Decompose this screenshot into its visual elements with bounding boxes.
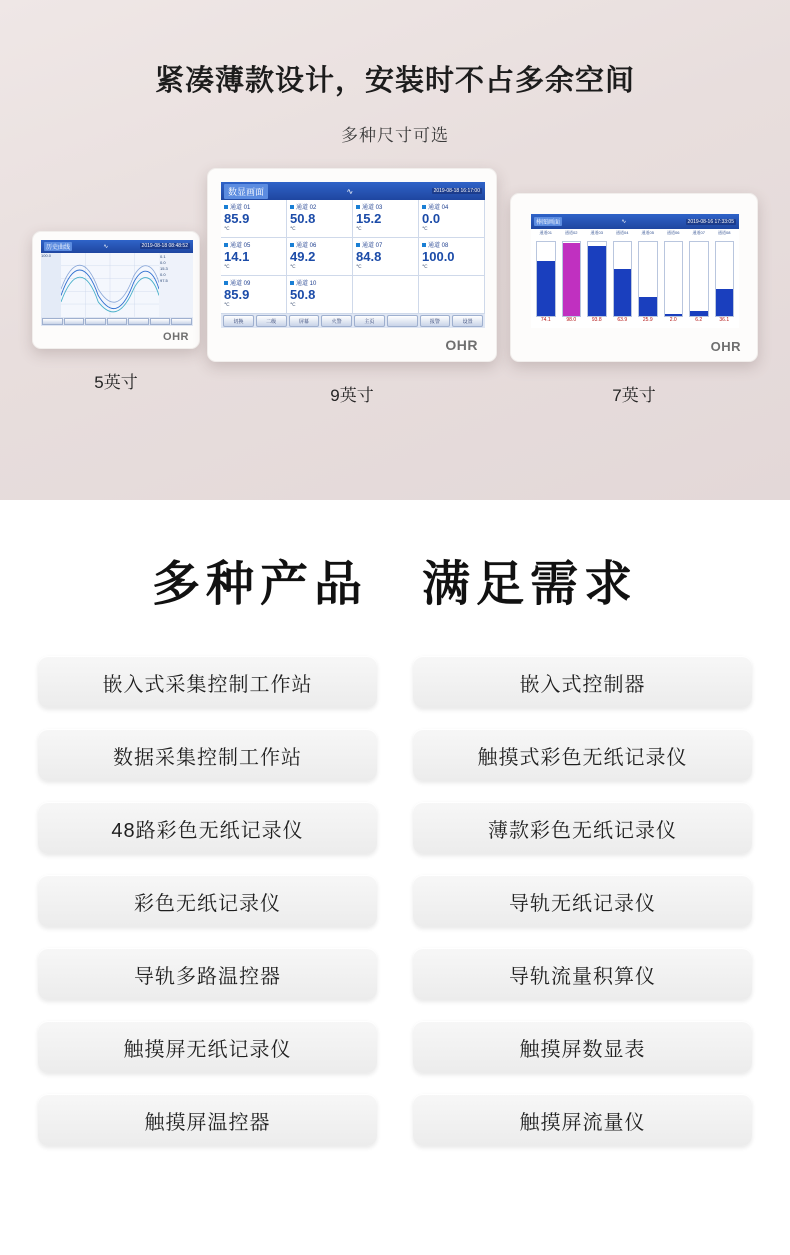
screen-9-inch [221,182,485,328]
channel-unit: ℃ [422,226,428,232]
channel-cell [287,200,353,238]
channel-name: 通道 02 [296,205,317,211]
screen5-button[interactable] [42,318,63,325]
product-item[interactable]: 48路彩色无纸记录仪 [38,802,377,854]
screen9-button[interactable]: 主页 [354,315,385,327]
product-item[interactable]: 触摸屏数显表 [413,1021,752,1073]
screen7-bars [536,232,734,317]
product-item[interactable]: 触摸屏温控器 [38,1094,377,1146]
wave-icon: ∿ [103,243,109,250]
screen9-button[interactable]: 切换 [223,315,254,327]
wave-icon: ∿ [621,219,627,225]
channel-unit: ℃ [422,264,428,270]
screen5-trend-plot [61,253,159,317]
screen5-title: 历史曲线 [44,242,72,251]
screen5-button-bar[interactable] [41,317,193,326]
product-column-right [413,656,752,1146]
channel-value: 85.9 [224,211,250,226]
channel-name: 通道 05 [230,243,251,249]
channel-unit: ℃ [356,264,362,270]
section-heading: 多种产品 满足需求 [151,558,638,611]
channel-value: 50.8 [290,287,316,302]
screen-5-inch [41,240,193,326]
caption-9-inch: 9英寸 [330,386,374,405]
product-section [0,500,790,1146]
screen9-clock: 2019-08-18 16:17:00 [433,188,480,194]
caption-5-inch: 5英寸 [94,373,138,392]
channel-name: 通道 08 [428,243,449,249]
channel-value: 49.2 [290,249,316,264]
screen5-titlebar [41,240,193,253]
channel-cell [353,200,419,238]
channel-value: 0.0 [422,211,441,226]
screen5-clock: 2019-08-18 08:48:52 [141,243,188,250]
device-lineup [0,168,790,418]
channel-dot-icon [224,281,228,285]
product-item[interactable]: 彩色无纸记录仪 [38,875,377,927]
screen5-button[interactable] [128,318,149,325]
wave-icon: ∿ [346,186,354,196]
channel-value: 85.9 [224,287,250,302]
channel-unit: ℃ [224,302,230,308]
channel-name: 通道 10 [296,281,317,287]
brand-logo: OHR [445,337,478,353]
product-item[interactable]: 导轨无纸记录仪 [413,875,752,927]
screen5-button[interactable] [107,318,128,325]
banner-subtitle: 多种尺寸可选 [341,126,449,145]
channel-cell [419,200,485,238]
bar-item [587,241,607,317]
channel-dot-icon [224,243,228,247]
channel-unit: ℃ [290,302,296,308]
screen9-button[interactable]: 报警 [420,315,451,327]
screen5-value: 0.0 [160,259,166,265]
screen7-bar-chart [531,229,739,317]
bar-item [536,241,556,317]
channel-cell [221,200,287,238]
product-item[interactable]: 数据采集控制工作站 [38,729,377,781]
screen5-body [41,253,193,317]
channel-value: 15.2 [356,211,382,226]
channel-dot-icon [422,205,426,209]
brand-logo: OHR [710,339,741,354]
channel-cell [221,276,287,314]
channel-dot-icon [290,243,294,247]
screen5-button[interactable] [64,318,85,325]
channel-name: 通道 03 [362,205,383,211]
screen5-value: 97.5 [160,277,168,283]
channel-value: 84.8 [356,249,382,264]
channel-unit: ℃ [290,264,296,270]
channel-name: 通道 09 [230,281,251,287]
screen9-title: 数显画面 [224,184,268,199]
bar-label: 通道06 [667,230,680,235]
product-item[interactable]: 触摸屏无纸记录仪 [38,1021,377,1073]
bar-value: 98.0 [566,317,577,323]
screen5-value: 0.1 [160,253,166,259]
channel-cell [287,238,353,276]
product-item[interactable]: 薄款彩色无纸记录仪 [413,802,752,854]
channel-value: 50.8 [290,211,316,226]
product-item[interactable]: 嵌入式采集控制工作站 [38,656,377,708]
channel-dot-icon [224,205,228,209]
product-item[interactable]: 导轨多路温控器 [38,948,377,1000]
brand-logo: OHR [163,331,189,343]
screen9-channel-grid [221,200,485,314]
channel-name: 通道 01 [230,205,251,211]
bar-item [613,241,633,317]
bar-label: 通道08 [718,230,731,235]
device-7-inch [510,193,758,362]
product-item[interactable]: 嵌入式控制器 [413,656,752,708]
bar-label: 通道07 [692,230,705,235]
channel-dot-icon [422,243,426,247]
channel-cell [353,238,419,276]
screen5-left-axis: 100.0 [41,253,61,317]
channel-unit: ℃ [290,226,296,232]
channel-dot-icon [356,243,360,247]
channel-dot-icon [356,205,360,209]
bar-label: 通道05 [641,230,654,235]
screen9-button[interactable] [387,315,418,327]
screen9-button[interactable]: 二级 [256,315,287,327]
screen7-clock: 2019-08-16 17:33:05 [687,218,734,225]
screen5-button[interactable] [85,318,106,325]
channel-dot-icon [290,281,294,285]
bar-label: 通道02 [565,230,578,235]
screen5-value-list [159,253,193,317]
channel-unit: ℃ [356,226,362,232]
device-9-inch [207,168,497,362]
product-item[interactable]: 触摸式彩色无纸记录仪 [413,729,752,781]
screen9-button-bar[interactable] [221,314,485,328]
channel-cell [287,276,353,314]
channel-cell [419,238,485,276]
bar-label: 通道01 [539,230,552,235]
banner-title: 紧凑薄款设计，安装时不占多余空间 [154,65,635,97]
screen9-button[interactable]: 火警 [321,315,352,327]
channel-dot-icon [290,205,294,209]
caption-7-inch: 7英寸 [612,386,656,405]
screen-7-inch [531,214,739,328]
screen9-button[interactable]: 屏幕 [289,315,320,327]
bar-label: 通道03 [590,230,603,235]
screen5-button[interactable] [150,318,171,325]
screen9-titlebar [221,182,485,200]
channel-cell-empty [419,276,485,314]
product-item[interactable]: 导轨流量积算仪 [413,948,752,1000]
product-item[interactable]: 触摸屏流量仪 [413,1094,752,1146]
bar-value: 6.2 [695,317,703,323]
channel-name: 通道 07 [362,243,383,249]
bar-value: 36.1 [719,317,730,323]
channel-value: 14.1 [224,249,250,264]
bar-item [638,241,658,317]
bar-item [664,241,684,317]
channel-name: 通道 06 [296,243,317,249]
channel-cell-empty [353,276,419,314]
hero-banner [0,0,790,500]
screen5-value: 0.0 [160,271,166,277]
product-column-left [38,656,377,1146]
channel-value: 100.0 [422,249,455,264]
channel-unit: ℃ [224,264,230,270]
bar-value: 93.8 [591,317,602,323]
bar-item [715,241,735,317]
screen5-value: 15.3 [160,265,168,271]
bar-value: 2.0 [669,317,677,323]
bar-value: 74.1 [540,317,551,323]
bar-value: 25.9 [642,317,653,323]
product-columns [0,614,790,1146]
bar-value: 63.9 [617,317,628,323]
channel-name: 通道 04 [428,205,449,211]
screen7-title: 棒图画面 [534,217,562,226]
screen9-button[interactable]: 设置 [452,315,483,327]
screen5-button[interactable] [171,318,192,325]
channel-unit: ℃ [224,226,230,232]
device-5-inch [32,231,200,349]
screen7-bar-labels [536,230,734,236]
screen7-value-row [531,317,739,328]
channel-cell [221,238,287,276]
bar-item [689,241,709,317]
bar-label: 通道04 [616,230,629,235]
screen7-titlebar [531,214,739,229]
bar-item [562,241,582,317]
